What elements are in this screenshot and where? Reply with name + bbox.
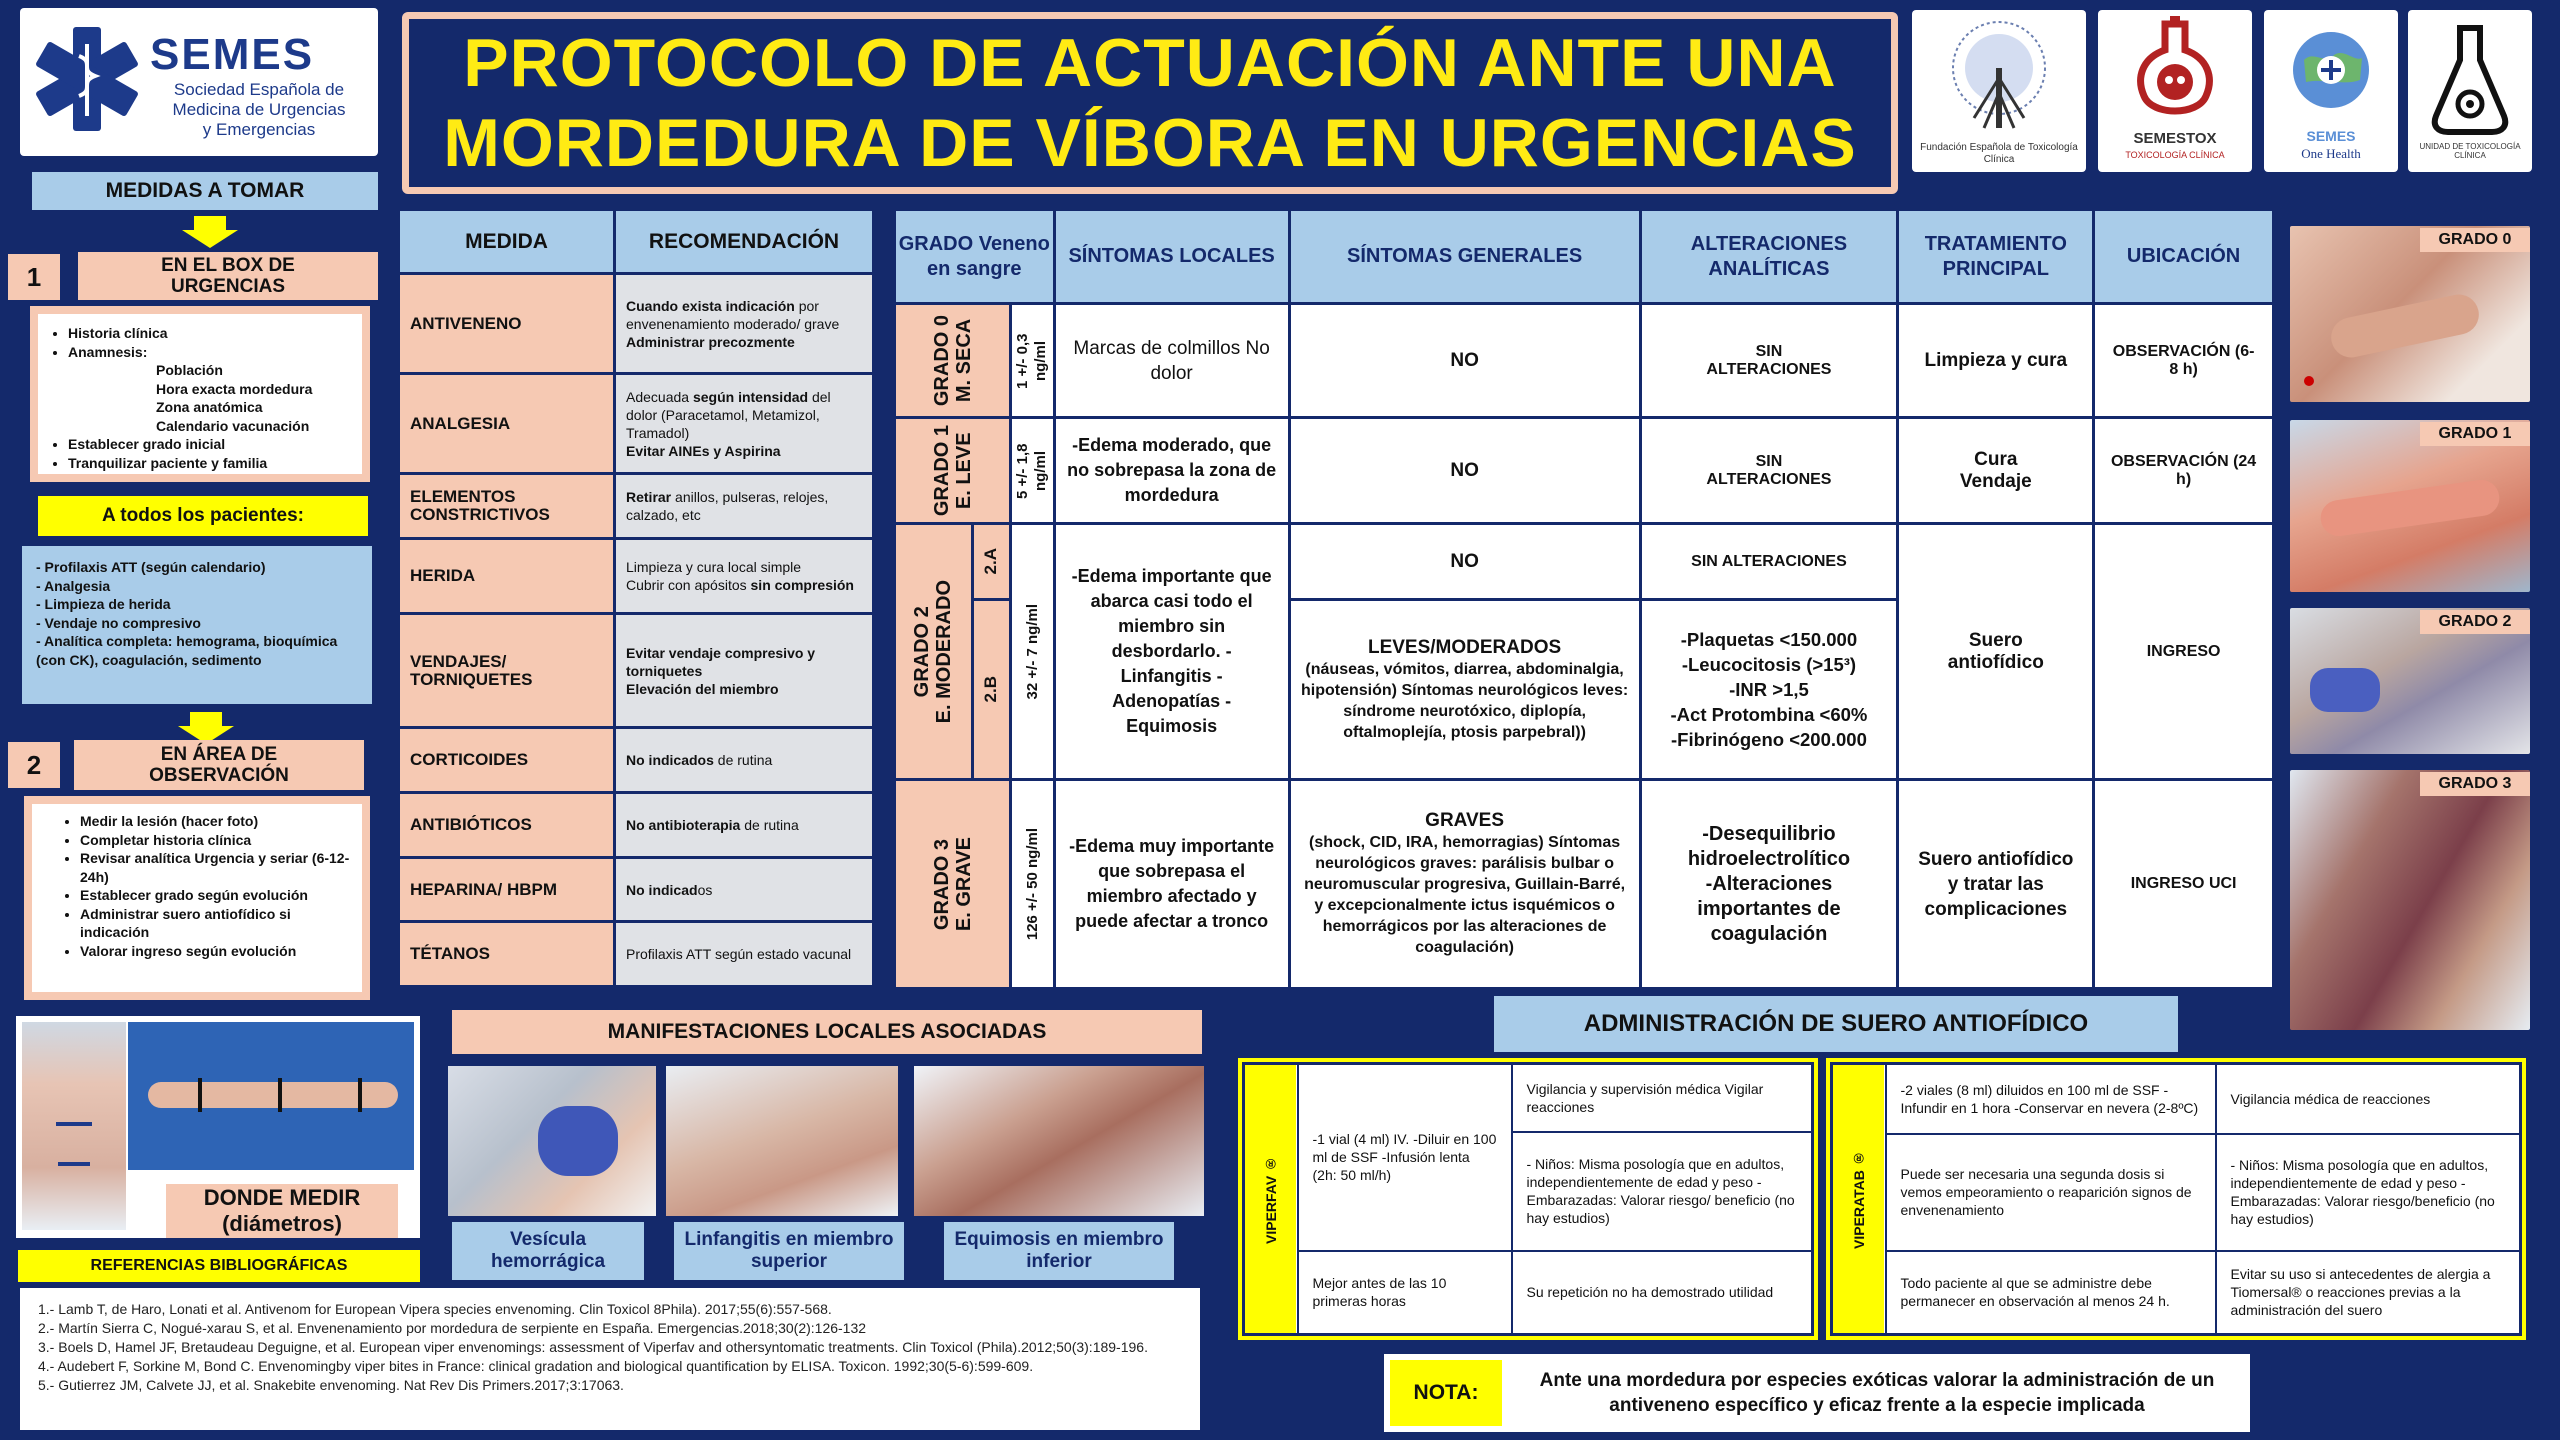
grade2-label: GRADO 2 [911,605,934,698]
equimosis-photo [914,1066,1204,1216]
grade-header-analiticas: ALTERACIONES ANALÍTICAS [1640,210,1898,304]
viperfav-panel [1238,1058,1818,1340]
step1-subitem: Calendario vacunación [156,417,310,434]
reference-item: 4.- Audebert F, Sorkine M, Bond C. Envenomingby viper bites in France: clinical gradation and biological quantification by ELISA. Toxicon. 1992;30(5-6):599-609. [38,1358,1034,1374]
recommendation-text: No antibioterapia [626,816,741,833]
grade1-general: NO [1289,418,1640,524]
step1-item: • Establecer grado inicial [68,435,354,454]
recommendation-text: Evitar vendaje compresivo y torniquetes [626,644,816,679]
medidas-row [399,922,874,987]
grade0-photo-label: GRADO 0 [2420,228,2530,252]
grade0-general: NO [1289,304,1640,418]
nota-label: NOTA: [1390,1360,1502,1426]
medidas-row [399,613,874,728]
references [20,1288,1200,1430]
todos-box [22,546,372,704]
leg-photo [22,1022,126,1230]
recommendation-text: anillos, pulseras, relojes, calzado, etc [626,488,829,523]
medidas-header-recomendacion: RECOMENDACIÓN [615,210,874,274]
medidas-row [399,274,874,374]
viperfav-label: VIPERFAV ® [1244,1064,1298,1335]
grade0-photo [2290,226,2530,402]
medida-name: VENDAJES/ TORNIQUETES [399,613,615,728]
glove-shape [2310,668,2380,712]
grade0-tratamiento: Limpieza y cura [1898,304,2094,418]
grade1-photo [2290,420,2530,592]
medidas-row [399,793,874,858]
grade3-anal-item: -Alteraciones importantes de coagulación [1697,872,1841,945]
recommendation-text: Retirar [626,488,672,505]
measure-line [358,1078,362,1112]
grade0-conc: 1 +/- 0,3 ng/ml [1014,332,1050,389]
step1-box [30,306,370,482]
grade-row-3 [895,780,2274,989]
reference-item: 1.- Lamb T, de Haro, Lonati et al. Antivenom for European Vipera species envenoming. Clin Toxicol 8Phila). 2017;55(6):557-568. [38,1301,832,1317]
grade3-sub: E. GRAVE [952,836,975,932]
todos-title: A todos los pacientes: [38,496,368,536]
grade-header-grado: GRADO Veneno en sangre [895,210,1055,304]
globe-icon [2284,20,2378,120]
measure-line [278,1078,282,1112]
viperfav-vigilancia: Vigilancia y supervisión médica Vigilar reacciones [1512,1064,1813,1132]
step2-box [24,796,370,1000]
finger-shape [2318,478,2501,539]
recommendation-text: de rutina [740,816,799,833]
grade2a-general: NO [1289,524,1640,600]
grade1-sub: E. LEVE [952,432,975,509]
org-name: SEMES [150,30,315,79]
viperatab-dose: -2 viales (8 ml) diluidos en 100 ml de SSF -Infundir en 1 hora -Conservar en nevera (2-8ºC) [1886,1064,2216,1134]
measure-line [198,1078,202,1112]
grade0-label: GRADO 0 [930,314,953,407]
grade2a-analiticas: SIN ALTERACIONES [1640,524,1898,600]
viperatab-evitar: Evitar su uso si antecedentes de alergia a Tiomersal® o reacciones previas a la administración del suero [2216,1251,2521,1335]
step1-subitem: Zona anatómica [156,399,263,415]
viperatab-vigilancia: Vigilancia médica de reacciones [2216,1064,2521,1134]
grade1-ubicacion: OBSERVACIÓN (24 h) [2094,418,2274,524]
step1-item: • Tranquilizar paciente y familia [68,454,354,473]
medida-recommendation [615,274,874,374]
medidas-row [399,474,874,539]
one-health-sub: One Health [2301,146,2361,161]
grade3-photo-label: GRADO 3 [2420,772,2530,796]
grade2-conc: 32 +/- 7 ng/ml [1023,603,1041,700]
viperatab-label: VIPERATAB ® [1832,1064,1886,1335]
linfangitis-photo [666,1066,898,1216]
star-of-life-icon [32,24,142,134]
grade1-analiticas: SIN ALTERACIONES [1640,418,1898,524]
todos-item: - Analítica completa: hemograma, bioquímica (con CK), coagulación, sedimento [36,633,338,668]
medidas-header-medida: MEDIDA [399,210,615,274]
viperfav-table [1242,1062,1814,1336]
fetoc-caption: Fundación Española de Toxicología Clínica [1920,142,2078,165]
nota-text: Ante una mordedura por especies exóticas valorar la administración de un antiveneno específico y eficaz frente a la especie implicada [1539,1370,2215,1416]
medida-name: HERIDA [399,538,615,613]
grade2a-label: 2.A [981,548,1001,575]
one-health-logo [2264,10,2398,172]
grade3-photo [2290,770,2530,1030]
recommendation-text: Limpieza y cura local simple [626,558,802,575]
reference-item: 3.- Boels D, Hamel JF, Bretaudeau Deguigne, et al. European viper envenomings: assessment of Viperfav and othersyntomatic treatments. Clin Toxicol (Phila).2012;50(3):189-196. [38,1339,1148,1355]
step2-item: • Completar historia clínica [80,831,354,850]
medida-name: HEPARINA/ HBPM [399,857,615,922]
grade1-conc: 5 +/- 1,8 ng/ml [1014,442,1050,499]
medida-recommendation [615,613,874,728]
grade2-photo [2290,608,2530,754]
grade-header-tratamiento: TRATAMIENTO PRINCIPAL [1898,210,2094,304]
grade2b-label: 2.B [981,676,1001,703]
grade1-label: GRADO 1 [930,424,953,517]
grade3-anal-item: -Desequilibrio hidroelectrolítico [1687,822,1851,870]
grade2-local: -Edema importante que abarca casi todo el miembro sin desbordarlo. -Linfangitis -Adenopatías -Equimosis [1054,524,1289,780]
grade2b-anal-item: -Fibrinógeno <200.000 [1671,729,1867,750]
todos-item: - Vendaje no compresivo [36,614,201,631]
bite-mark [2304,376,2314,386]
step1-title: EN EL BOX DE URGENCIAS [78,252,378,300]
manif-title: MANIFESTACIONES LOCALES ASOCIADAS [452,1010,1202,1054]
viperatab-table [1830,1062,2522,1336]
step2-item: • Administrar suero antiofídico si indicación [80,905,354,942]
grade-header-ubicacion: UBICACIÓN [2094,210,2274,304]
nota-box [1384,1354,2250,1432]
grade2b-anal-item: -Act Protombina <60% [1670,704,1868,725]
medida-recommendation [615,538,874,613]
biohazard-flask-icon [2430,24,2510,136]
recommendation-text: Adecuada [626,388,693,405]
grade2-sub: E. MODERADO [933,579,956,724]
medidas-table [397,208,875,988]
medida-recommendation [615,857,874,922]
medida-name: TÉTANOS [399,922,615,987]
toxicologia-unit-logo [2408,10,2532,172]
measure-line [58,1162,90,1166]
arrow-down-icon [180,216,240,248]
grade3-general-title: GRAVES [1425,810,1505,831]
grade0-local: Marcas de colmillos No dolor [1054,304,1289,418]
medida-name: CORTICOIDES [399,728,615,793]
recommendation-text: Cuando exista indicación [626,297,795,314]
grade3-general: (shock, CID, IRA, hemorragias) Síntomas neurológicos graves: parálisis bulbar o neuromuscular progresiva, Guillain-Barré, y excepcionalmente ictus isquémicos o hemorrágicos por las alteraciones de coagulación) [1304,834,1626,956]
grade-table [893,208,2275,990]
grade-row-2a [895,524,2274,600]
step1-subitem: Hora exacta mordedura [156,380,313,397]
viperatab-ninos: - Niños: Misma posología que en adultos, independientemente de edad y peso - Embarazadas: Valorar riesgo/beneficio (no hay estudios) [2216,1134,2521,1251]
grade2b-anal-item: -Leucocitosis (>15³) [1681,654,1857,675]
medida-name: ANTIVENENO [399,274,615,374]
recommendation-text: Evitar AINEs y Aspirina [626,442,781,459]
todos-item: - Profilaxis ATT (según calendario) [36,559,266,575]
viperfav-repeticion: Su repetición no ha demostrado utilidad [1512,1251,1813,1335]
step1-number: 1 [8,254,60,300]
reference-item: 5.- Gutierrez JM, Calvete JJ, et al. Snakebite envenoming. Nat Rev Dis Primers.2017;3:17063. [38,1377,624,1393]
medidas-row [399,538,874,613]
grade2-ubicacion: INGRESO [2094,524,2274,780]
recommendation-text: por envenenamiento moderado/ grave [626,297,840,332]
grade3-ubicacion: INGRESO UCI [2094,780,2274,989]
org-subtitle [154,80,364,140]
title-line2: MORDEDURA DE VÍBORA EN URGENCIAS [443,105,1857,181]
donde-medir-panel [16,1016,420,1238]
viperatab-observacion: Todo paciente al que se administre debe permanecer en observación al menos 24 h. [1886,1251,2216,1335]
viperfav-mejor: Mejor antes de las 10 primeras horas [1298,1251,1512,1335]
vesicula-photo [448,1066,656,1216]
grade3-conc: 126 +/- 50 ng/ml [1023,827,1041,941]
recommendation-text: Administrar precozmente [626,333,795,350]
recommendation-text: Cubrir con apósitos [626,576,751,593]
medida-recommendation [615,474,874,539]
grade2b-general: (náuseas, vómitos, diarrea, abdominalgia, hipotensión) Síntomas neurológicos leves: síndrome neurotóxico, diplopía, oftalmoplejía, ptosis parpebral)) [1301,660,1629,741]
recommendation-text: según intensidad [692,388,809,405]
recommendation-text: os [697,881,713,898]
admin-title: ADMINISTRACIÓN DE SUERO ANTIOFÍDICO [1494,996,2178,1052]
donde-medir-label: DONDE MEDIR (diámetros) [166,1184,398,1238]
medida-recommendation [615,793,874,858]
viperfav-ninos: - Niños: Misma posología que en adultos, independientemente de edad y peso - Embarazadas: Valorar riesgo/ beneficio (no hay estudios) [1512,1132,1813,1251]
viperfav-dose: -1 vial (4 ml) IV. -Diluir en 100 ml de SSF -Infusión lenta (2h: 50 ml/h) [1298,1064,1512,1251]
semes-logo [20,8,378,156]
fetoc-logo [1912,10,2086,172]
todos-item: - Limpieza de herida [36,596,171,612]
grade0-ubicacion: OBSERVACIÓN (6-8 h) [2094,304,2274,418]
grade-header-locales: SÍNTOMAS LOCALES [1054,210,1289,304]
grade1-local: -Edema moderado, que no sobrepasa la zona de mordedura [1054,418,1289,524]
medida-name: ELEMENTOS CONSTRICTIVOS [399,474,615,539]
viperatab-panel [1826,1058,2526,1340]
recommendation-text: Elevación del miembro [626,680,779,697]
medidas-table-body [399,274,874,987]
manif-caption-equimosis: Equimosis en miembro inferior [944,1222,1174,1280]
org-sub-line1: Sociedad Española de [173,80,345,99]
grade3-label: GRADO 3 [930,838,953,930]
medida-recommendation [615,922,874,987]
title-banner [402,12,1898,194]
hand-shape [2327,291,2482,361]
flask-skull-icon [2130,16,2220,126]
medida-name: ANTIBIÓTICOS [399,793,615,858]
step1-list [38,314,362,474]
medida-recommendation [615,728,874,793]
recommendation-text: sin compresión [750,576,854,593]
medida-name: ANALGESIA [399,374,615,474]
grade-header-generales: SÍNTOMAS GENERALES [1289,210,1640,304]
grade-row-1 [895,418,2274,524]
medidas-row [399,857,874,922]
org-sub-line2: Medicina de Urgencias [172,100,346,119]
grade3-local: -Edema muy importante que sobrepasa el miembro afectado y puede afectar a tronco [1054,780,1289,989]
reference-item: 2.- Martín Sierra C, Nogué-xarau S, et al. Envenenamiento por mordedura de serpiente en España. Emergencias.2018;30(2):126-132 [38,1320,867,1336]
grade-row-0 [895,304,2274,418]
step1-subitem: Población [156,362,223,378]
org-sub-line3: y Emergencias [202,120,316,139]
medidas-row [399,728,874,793]
refs-title: REFERENCIAS BIBLIOGRÁFICAS [18,1250,420,1282]
step2-item: • Revisar analítica Urgencia y seriar (6-12-24h) [80,849,354,886]
manif-caption-vesicula: Vesícula hemorrágica [452,1222,644,1280]
measure-line [56,1122,92,1126]
recommendation-text: del dolor (Paracetamol, Metamizol, Tramadol) [626,388,831,441]
step2-item: • Establecer grado según evolución [80,886,354,905]
step2-number: 2 [8,742,60,788]
recommendation-text: No indicad [626,881,698,898]
grade1-photo-label: GRADO 1 [2420,422,2530,446]
grade2-tratamiento: Suero antiofídico [1898,524,2094,780]
grade0-analiticas: SIN ALTERACIONES [1640,304,1898,418]
arm-photo [128,1022,414,1170]
recommendation-text: No indicados [626,752,714,769]
todos-item: - Analgesia [36,577,111,594]
step1-item: • Historia clínica [68,324,354,343]
grade2b-anal-item: -Plaquetas <150.000 [1680,629,1858,650]
grade1-tratamiento: Cura Vendaje [1898,418,2094,524]
semestox-logo [2098,10,2252,172]
medidas-row [399,374,874,474]
step2-title: EN ÁREA DE OBSERVACIÓN [74,740,364,790]
one-health-caption: SEMES [2306,128,2356,144]
viperatab-second-dose: Puede ser necesaria una segunda dosis si vemos empeoramiento o reaparición signos de envenenamiento [1886,1134,2216,1251]
glove-shape [538,1106,618,1176]
grade3-tratamiento: Suero antiofídico y tratar las complicaciones [1898,780,2094,989]
step2-item: • Medir la lesión (hacer foto) [80,812,354,831]
grade2b-general-title: LEVES/MODERADOS [1367,636,1562,658]
recommendation-text: Profilaxis ATT según estado vacunal [626,946,852,963]
tox-unit-caption: UNIDAD DE TOXICOLOGÍA CLÍNICA [2419,142,2521,160]
step1-item: • Anamnesis: [68,343,354,362]
semestox-sub: TOXICOLOGÍA CLÍNICA [2125,150,2225,160]
recommendation-text: de rutina [713,752,773,769]
title-line1: PROTOCOLO DE ACTUACIÓN ANTE UNA [463,25,1837,101]
grade2-photo-label: GRADO 2 [2420,610,2530,634]
step2-list [32,804,362,992]
tree-icon [1944,18,2054,138]
medidas-title: MEDIDAS A TOMAR [32,172,378,210]
grade0-sub: M. SECA [952,318,975,403]
manif-caption-linfangitis: Linfangitis en miembro superior [674,1222,904,1280]
step2-item: • Valorar ingreso según evolución [80,942,354,961]
grade2b-anal-item: -INR >1,5 [1729,679,1809,700]
medida-recommendation [615,374,874,474]
semestox-caption: SEMESTOX [2133,130,2217,147]
